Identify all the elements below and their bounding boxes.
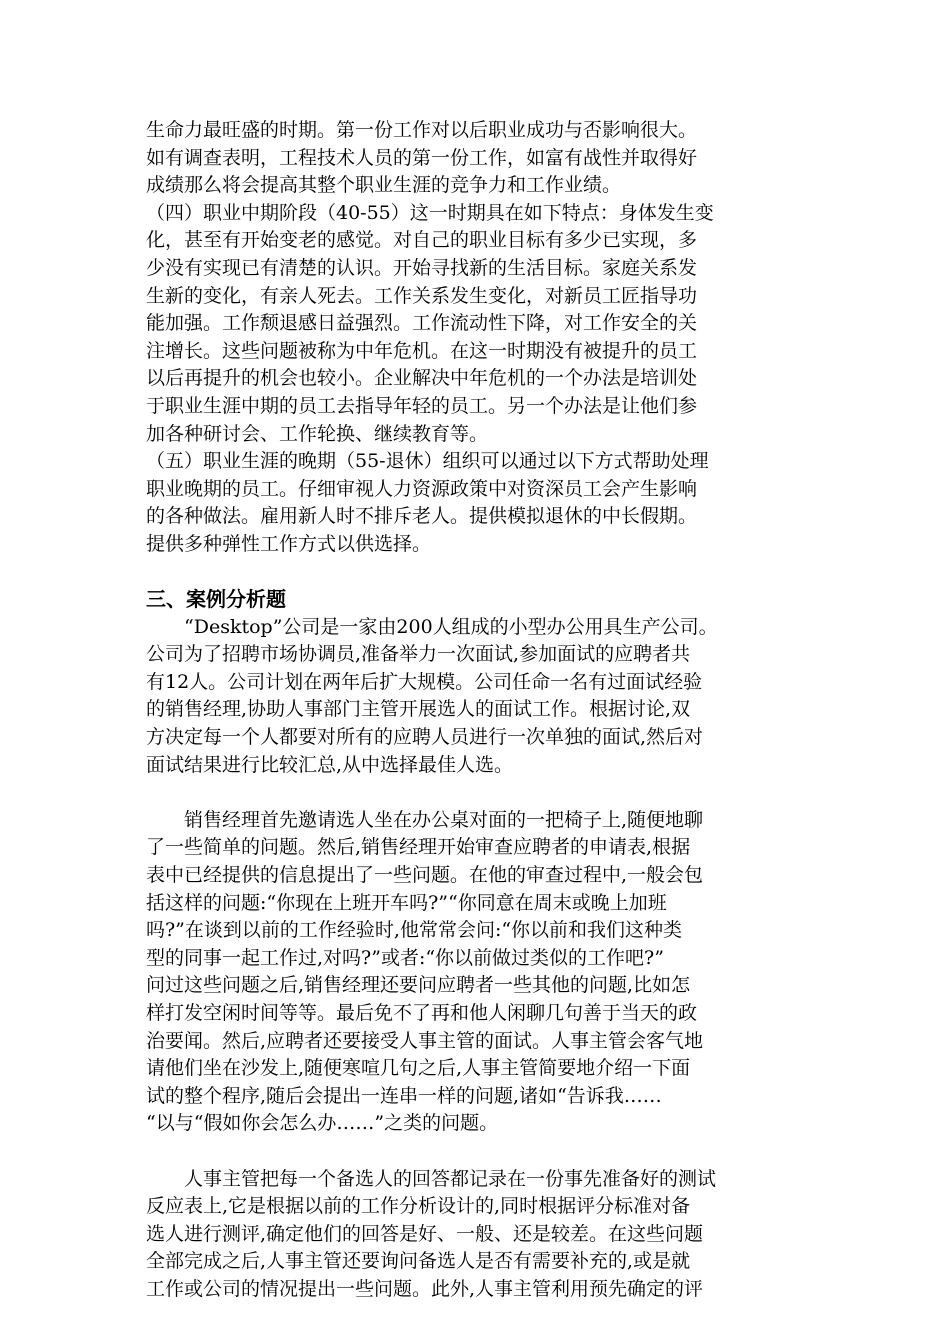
spacer [146,559,816,587]
text-line: 请他们坐在沙发上,随便寒喧几句之后,人事主管简要地介绍一下面 [146,1057,691,1080]
text-line: 试的整个程序,随后会提出一连串一样的问题,诸如“告诉我…… [146,1084,662,1107]
text-line: 公司为了招聘市场协调员,准备举力一次面试,参加面试的应聘者共 [146,643,691,666]
text-line: 生新的变化，有亲人死去。工作关系发生变化，对新员工匠指导功 [146,284,698,307]
text-line: 如有调查表明，工程技术人员的第一份工作，如富有战性并取得好 [146,146,698,169]
paragraph-mid-career [146,200,816,448]
text-line: 的销售经理,协助人事部门主管开展选人的面试工作。根据讨论,双 [146,698,691,721]
paragraph-case-intro [146,614,816,780]
paragraph-hr-manager-evaluation [146,1166,816,1304]
text-line: （五）职业生涯的晚期（55-退休）组织可以通过以下方式帮助处理 [146,450,709,473]
paragraph-early-career [146,117,816,200]
text-line: 提供多种弹性工作方式以供选择。 [146,532,432,555]
paragraph-late-career [146,448,816,558]
text-line: 吗?”在谈到以前的工作经验时,他常常会问:“你以前和我们这种类 [146,919,683,942]
spacer [146,779,816,807]
text-line: 全部完成之后,人事主管还要询问备选人是否有需要补充的,或是就 [146,1250,691,1273]
text-line: 于职业生涯中期的员工去指导年轻的员工。另一个办法是让他们参 [146,394,698,417]
text-line: 表中已经提供的信息提出了一些问题。在他的审查过程中,一般会包 [146,864,704,887]
text-line: 括这样的问题:“你现在上班开车吗?”“你同意在周末或晚上加班 [146,891,667,914]
text-line: 选人进行测评,确定他们的回答是好、一般、还是较差。在这些问题 [146,1222,704,1245]
text-line: “Desktop”公司是一家由200人组成的小型办公用具生产公司。 [146,615,718,638]
text-line: 方决定每一个人都要对所有的应聘人员进行一次单独的面试,然后对 [146,726,704,749]
text-line: 销售经理首先邀请选人坐在办公桌对面的一把椅子上,随便地聊 [146,808,704,831]
text-line: 了一些简单的问题。然后,销售经理开始审查应聘者的申请表,根据 [146,836,691,859]
text-line: 问过这些问题之后,销售经理还要问应聘者一些其他的问题,比如怎 [146,974,691,997]
text-line: 反应表上,它是根据以前的工作分析设计的,同时根据评分标准对备 [146,1195,691,1218]
text-line: 工作或公司的情况提出一些问题。此外,人事主管利用预先确定的评 [146,1277,704,1300]
text-line: 以后再提升的机会也较小。企业解决中年危机的一个办法是培训处 [146,367,698,390]
text-line: 治要闻。然后,应聘者还要接受人事主管的面试。人事主管会客气地 [146,1029,704,1052]
text-line: 样打发空闲时间等等。最后免不了再和他人闲聊几句善于当天的政 [146,1002,698,1024]
document-body [146,117,816,1304]
text-line: 加各种研讨会、工作轮换、继续教育等。 [146,422,489,445]
text-line: 有12人。公司计划在两年后扩大规模。公司任命一名有过面试经验 [146,670,703,693]
text-line: 职业晚期的员工。仔细审视人力资源政策中对资深员工会产生影响 [146,477,698,500]
text-line: “以与“假如你会怎么办……”之类的问题。 [146,1112,499,1135]
text-line: （四）职业中期阶段（40-55）这一时期具在如下特点：身体发生变 [146,201,714,224]
text-line: 成绩那么将会提高其整个职业生涯的竞争力和工作业绩。 [146,174,622,197]
section-heading: 三、案例分析题 [146,587,286,612]
text-line: 型的同事一起工作过,对吗?”或者:“你以前做过类似的工作吧?” [146,946,664,969]
text-line: 化，甚至有开始变老的感觉。对自己的职业目标有多少已实现，多 [146,229,698,252]
text-line: 能加强。工作颓退感日益强烈。工作流动性下降，对工作安全的关 [146,312,698,335]
text-line: 生命力最旺盛的时期。第一份工作对以后职业成功与否影响很大。 [146,119,698,141]
paragraph-sales-manager-interview [146,807,816,1138]
text-line: 少没有实现已有清楚的认识。开始寻找新的生活目标。家庭关系发 [146,256,698,279]
text-line: 的各种做法。雇用新人时不排斥老人。提供模拟退休的中长假期。 [146,505,698,528]
spacer [146,1138,816,1166]
text-line: 面试结果进行比较汇总,从中选择最佳人选。 [146,753,514,776]
text-line: 人事主管把每一个备选人的回答都记录在一份事先准备好的测试 [146,1167,717,1190]
text-line: 注增长。这些问题被称为中年危机。在这一时期没有被提升的员工 [146,339,698,362]
